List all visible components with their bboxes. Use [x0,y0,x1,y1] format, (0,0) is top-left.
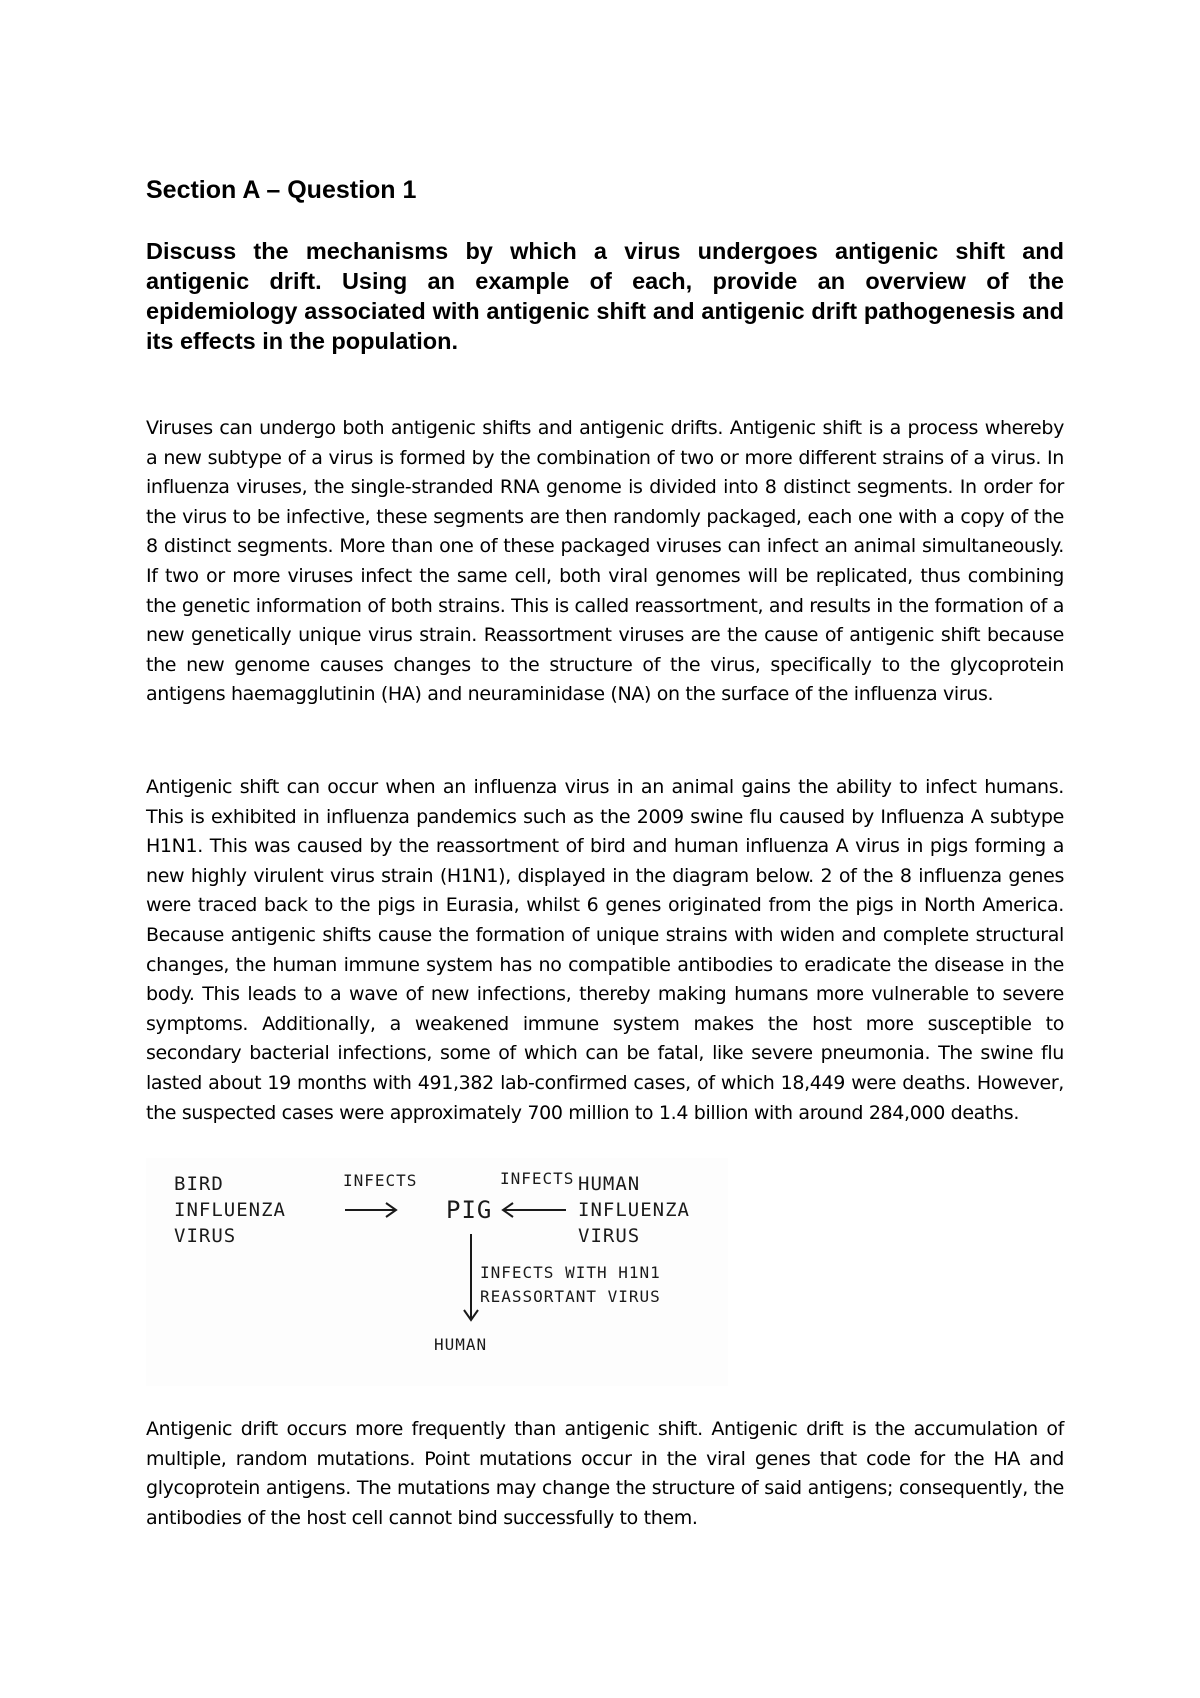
diagram-human-line2: INFLUENZA [578,1199,690,1221]
diagram-infects-left: INFECTS [343,1171,418,1190]
section-heading: Section A – Question 1 [146,176,417,204]
diagram-pig: PIG [446,1196,493,1224]
arrow-down-icon [464,1234,478,1320]
paragraph-antigenic-shift-example: Antigenic shift can occur when an influenza virus in an animal gains the ability to infect humans. This is exhibited in influenza pandemics such as the 2009 swine flu caused by Influenza A subtype H1N1. This was caused by the reassortment of bird and human influenza A virus in pigs forming a new highly virulent virus strain (H1N1), displayed in the diagram below. 2 of the 8 influenza genes were traced back to the pigs in Eurasia, whilst 6 genes originated from the pigs in North America. Because antigenic shifts cause the formation of unique strains with widen and complete structural changes, the human immune system has no compatible antibodies to eradicate the disease in the body. This leads to a wave of new infections, thereby making humans more vulnerable to severe symptoms. Additionally, a weakened immune system makes the host more susceptible to secondary bacterial infections, some of which can be fatal, like severe pneumonia. The swine flu lasted about 19 months with 491,382 lab-confirmed cases, of which 18,449 were deaths. However, the suspected cases were approximately 700 million to 1.4 billion with around 284,000 deaths. [146,776,1064,1124]
diagram-bird-line3: VIRUS [174,1225,237,1247]
arrow-left-icon [503,1203,566,1217]
h1n1-reassortment-diagram [146,1158,728,1386]
arrow-right-icon [345,1203,396,1217]
diagram-down-line1: INFECTS WITH H1N1 [480,1263,661,1282]
diagram-down-line2: REASSORTANT VIRUS [480,1287,661,1306]
paragraph-antigenic-shift-intro: Viruses can undergo both antigenic shifts and antigenic drifts. Antigenic shift is a process whereby a new subtype of a virus is formed by the combination of two or more different strains of a virus. In influenza viruses, the single-stranded RNA genome is divided into 8 distinct segments. In order for the virus to be infective, these segments are then randomly packaged, each one with a copy of the 8 distinct segments. More than one of these packaged viruses can infect an animal simultaneously. If two or more viruses infect the same cell, both viral genomes will be replicated, thus combining the genetic information of both strains. This is called reassortment, and results in the formation of a new genetically unique virus strain. Reassortment viruses are the cause of antigenic shift because the new genome causes changes to the structure of the virus, specifically to the glycoprotein antigens haemagglutinin (HA) and neuraminidase (NA) on the surface of the influenza virus. [146,417,1064,706]
diagram-human-line3: VIRUS [578,1225,641,1247]
diagram-bird-line2: INFLUENZA [174,1199,286,1221]
diagram-bird-line1: BIRD [174,1173,224,1195]
question-text: Discuss the mechanisms by which a virus undergoes antigenic shift and antigenic drift. Using an example of each, provide an overview of the epidemiology associated with antigenic shift and antigenic drift pathogenesis and its effects in the population. [146,238,1064,354]
paragraph-antigenic-drift: Antigenic drift occurs more frequently than antigenic shift. Antigenic drift is the accumulation of multiple, random mutations. Point mutations occur in the viral genes that code for the HA and glycoprotein antigens. The mutations may change the structure of said antigens; consequently, the antibodies of the host cell cannot bind successfully to them. [146,1418,1064,1529]
diagram-infects-right: INFECTS [500,1169,575,1188]
diagram-human-bottom: HUMAN [434,1335,488,1354]
diagram-human-line1: HUMAN [578,1173,641,1195]
